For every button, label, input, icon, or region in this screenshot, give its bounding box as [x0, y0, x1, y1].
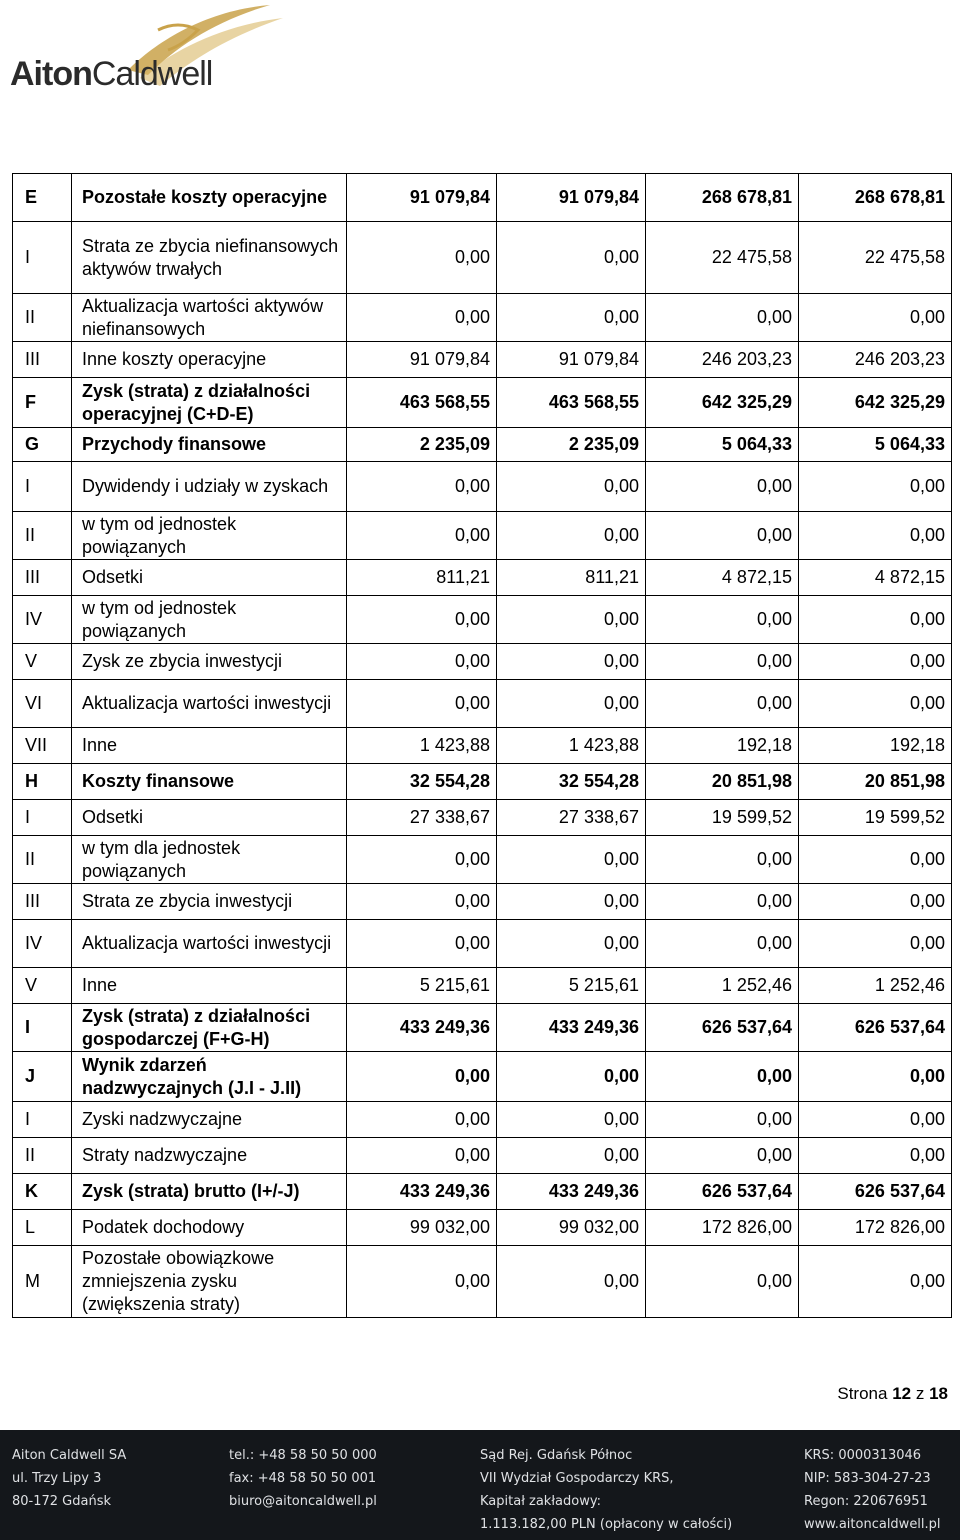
value-col-3: 268 678,81	[646, 174, 799, 222]
value-col-3: 172 826,00	[646, 1210, 799, 1246]
table-row	[13, 560, 952, 596]
value-col-4: 0,00	[799, 294, 952, 342]
value-col-3: 0,00	[646, 1246, 799, 1318]
value-col-2: 463 568,55	[497, 378, 646, 428]
value-col-3: 0,00	[646, 644, 799, 680]
table-row	[13, 884, 952, 920]
value-col-2: 0,00	[497, 836, 646, 884]
value-col-1: 0,00	[347, 1246, 497, 1318]
value-col-3: 246 203,23	[646, 342, 799, 378]
row-code: II	[13, 512, 72, 560]
row-code: I	[13, 222, 72, 294]
value-col-3: 22 475,58	[646, 222, 799, 294]
table-row	[13, 1138, 952, 1174]
value-col-1: 0,00	[347, 1138, 497, 1174]
row-code: II	[13, 1138, 72, 1174]
value-col-1: 0,00	[347, 836, 497, 884]
value-col-2: 1 423,88	[497, 728, 646, 764]
value-col-4: 0,00	[799, 680, 952, 728]
value-col-2: 0,00	[497, 644, 646, 680]
value-col-3: 20 851,98	[646, 764, 799, 800]
value-col-4: 0,00	[799, 884, 952, 920]
value-col-1: 99 032,00	[347, 1210, 497, 1246]
value-col-3: 192,18	[646, 728, 799, 764]
value-col-1: 0,00	[347, 884, 497, 920]
value-col-4: 0,00	[799, 512, 952, 560]
value-col-4: 19 599,52	[799, 800, 952, 836]
value-col-1: 0,00	[347, 222, 497, 294]
row-code: M	[13, 1246, 72, 1318]
value-col-1: 0,00	[347, 596, 497, 644]
table-row	[13, 1174, 952, 1210]
row-label: Koszty finansowe	[72, 764, 347, 800]
table-row	[13, 728, 952, 764]
value-col-2: 811,21	[497, 560, 646, 596]
row-code: V	[13, 968, 72, 1004]
value-col-3: 626 537,64	[646, 1004, 799, 1052]
row-code: V	[13, 644, 72, 680]
value-col-2: 0,00	[497, 512, 646, 560]
value-col-2: 0,00	[497, 680, 646, 728]
financial-table-body	[13, 174, 952, 1318]
value-col-1: 1 423,88	[347, 728, 497, 764]
row-code: III	[13, 342, 72, 378]
row-code: E	[13, 174, 72, 222]
value-col-1: 0,00	[347, 920, 497, 968]
value-col-4: 0,00	[799, 920, 952, 968]
value-col-1: 2 235,09	[347, 428, 497, 462]
row-label: Podatek dochodowy	[72, 1210, 347, 1246]
value-col-4: 0,00	[799, 462, 952, 512]
value-col-4: 172 826,00	[799, 1210, 952, 1246]
value-col-3: 5 064,33	[646, 428, 799, 462]
row-label: Pozostałe koszty operacyjne	[72, 174, 347, 222]
value-col-2: 0,00	[497, 884, 646, 920]
page-footer	[0, 1430, 960, 1540]
value-col-3: 0,00	[646, 884, 799, 920]
footer-website-link[interactable]: www.aitoncaldwell.pl	[804, 1517, 941, 1532]
value-col-1: 0,00	[347, 462, 497, 512]
value-col-1: 0,00	[347, 294, 497, 342]
value-col-2: 0,00	[497, 1052, 646, 1102]
row-code: VI	[13, 680, 72, 728]
table-row	[13, 222, 952, 294]
row-label: Zysk (strata) brutto (I+/-J)	[72, 1174, 347, 1210]
table-row	[13, 462, 952, 512]
value-col-1: 433 249,36	[347, 1004, 497, 1052]
row-code: I	[13, 1102, 72, 1138]
row-code: G	[13, 428, 72, 462]
value-col-2: 433 249,36	[497, 1174, 646, 1210]
table-row	[13, 512, 952, 560]
row-label: w tym od jednostek powiązanych	[72, 512, 347, 560]
value-col-4: 192,18	[799, 728, 952, 764]
row-code: I	[13, 1004, 72, 1052]
table-row	[13, 680, 952, 728]
row-code: H	[13, 764, 72, 800]
table-row	[13, 644, 952, 680]
row-label: Zysk ze zbycia inwestycji	[72, 644, 347, 680]
value-col-3: 0,00	[646, 596, 799, 644]
row-label: Pozostałe obowiązkowe zmniejszenia zysku (zwiększenia straty)	[72, 1246, 347, 1318]
table-row	[13, 378, 952, 428]
value-col-3: 0,00	[646, 680, 799, 728]
value-col-3: 4 872,15	[646, 560, 799, 596]
table-row	[13, 174, 952, 222]
row-code: F	[13, 378, 72, 428]
value-col-1: 32 554,28	[347, 764, 497, 800]
footer-email-link[interactable]: biuro@aitoncaldwell.pl	[229, 1494, 377, 1509]
row-label: Straty nadzwyczajne	[72, 1138, 347, 1174]
value-col-4: 246 203,23	[799, 342, 952, 378]
table-row	[13, 428, 952, 462]
value-col-3: 0,00	[646, 512, 799, 560]
value-col-1: 811,21	[347, 560, 497, 596]
row-label: Aktualizacja wartości inwestycji	[72, 920, 347, 968]
footer-ids-info: KRS: 0000313046 NIP: 583-304-27-23 Regon: 220676951 www.aitoncaldwell.pl	[804, 1444, 941, 1536]
value-col-1: 0,00	[347, 680, 497, 728]
row-label: w tym dla jednostek powiązanych	[72, 836, 347, 884]
logo-wordmark: AitonCaldwell	[10, 55, 213, 93]
footer-company-info: Aiton Caldwell SA ul. Trzy Lipy 3 80-172 Gdańsk	[12, 1448, 127, 1509]
row-label: Inne koszty operacyjne	[72, 342, 347, 378]
value-col-2: 0,00	[497, 462, 646, 512]
financial-table	[12, 173, 952, 1318]
value-col-2: 0,00	[497, 222, 646, 294]
value-col-3: 0,00	[646, 1102, 799, 1138]
row-code: I	[13, 800, 72, 836]
value-col-4: 1 252,46	[799, 968, 952, 1004]
row-label: Strata ze zbycia inwestycji	[72, 884, 347, 920]
row-code: III	[13, 560, 72, 596]
value-col-2: 5 215,61	[497, 968, 646, 1004]
row-code: J	[13, 1052, 72, 1102]
row-code: VII	[13, 728, 72, 764]
table-row	[13, 764, 952, 800]
value-col-2: 0,00	[497, 294, 646, 342]
value-col-1: 0,00	[347, 644, 497, 680]
value-col-3: 0,00	[646, 1052, 799, 1102]
table-row	[13, 294, 952, 342]
value-col-2: 0,00	[497, 1102, 646, 1138]
value-col-4: 20 851,98	[799, 764, 952, 800]
value-col-4: 0,00	[799, 1138, 952, 1174]
value-col-4: 22 475,58	[799, 222, 952, 294]
value-col-3: 0,00	[646, 294, 799, 342]
table-row	[13, 1210, 952, 1246]
value-col-1: 91 079,84	[347, 174, 497, 222]
value-col-3: 0,00	[646, 1138, 799, 1174]
value-col-3: 642 325,29	[646, 378, 799, 428]
row-label: Dywidendy i udziały w zyskach	[72, 462, 347, 512]
value-col-4: 0,00	[799, 596, 952, 644]
value-col-2: 433 249,36	[497, 1004, 646, 1052]
value-col-1: 433 249,36	[347, 1174, 497, 1210]
table-row	[13, 920, 952, 968]
table-row	[13, 596, 952, 644]
value-col-4: 0,00	[799, 1052, 952, 1102]
value-col-1: 463 568,55	[347, 378, 497, 428]
row-label: w tym od jednostek powiązanych	[72, 596, 347, 644]
row-code: III	[13, 884, 72, 920]
footer-contact-info: tel.: +48 58 50 50 000 fax: +48 58 50 50 001 biuro@aitoncaldwell.pl	[229, 1444, 377, 1513]
table-row	[13, 968, 952, 1004]
value-col-3: 19 599,52	[646, 800, 799, 836]
table-row	[13, 1246, 952, 1318]
row-label: Strata ze zbycia niefinansowych aktywów trwałych	[72, 222, 347, 294]
row-label: Odsetki	[72, 560, 347, 596]
value-col-4: 0,00	[799, 836, 952, 884]
value-col-2: 91 079,84	[497, 342, 646, 378]
value-col-2: 99 032,00	[497, 1210, 646, 1246]
value-col-1: 0,00	[347, 512, 497, 560]
row-code: L	[13, 1210, 72, 1246]
row-code: II	[13, 836, 72, 884]
value-col-2: 91 079,84	[497, 174, 646, 222]
value-col-3: 1 252,46	[646, 968, 799, 1004]
value-col-2: 2 235,09	[497, 428, 646, 462]
value-col-3: 0,00	[646, 836, 799, 884]
value-col-3: 626 537,64	[646, 1174, 799, 1210]
value-col-1: 5 215,61	[347, 968, 497, 1004]
value-col-3: 0,00	[646, 462, 799, 512]
value-col-4: 0,00	[799, 644, 952, 680]
row-code: K	[13, 1174, 72, 1210]
table-row	[13, 1004, 952, 1052]
value-col-4: 268 678,81	[799, 174, 952, 222]
row-label: Wynik zdarzeń nadzwyczajnych (J.I - J.II)	[72, 1052, 347, 1102]
value-col-2: 0,00	[497, 920, 646, 968]
row-label: Odsetki	[72, 800, 347, 836]
value-col-2: 32 554,28	[497, 764, 646, 800]
company-logo	[8, 0, 308, 100]
value-col-1: 0,00	[347, 1052, 497, 1102]
row-label: Zysk (strata) z działalności gospodarczej (F+G-H)	[72, 1004, 347, 1052]
row-label: Przychody finansowe	[72, 428, 347, 462]
table-row	[13, 1052, 952, 1102]
value-col-4: 4 872,15	[799, 560, 952, 596]
table-row	[13, 342, 952, 378]
value-col-1: 91 079,84	[347, 342, 497, 378]
value-col-2: 0,00	[497, 1246, 646, 1318]
page-number: Strona 12 z 18	[837, 1384, 948, 1403]
table-row	[13, 800, 952, 836]
value-col-2: 0,00	[497, 596, 646, 644]
value-col-1: 27 338,67	[347, 800, 497, 836]
row-code: II	[13, 294, 72, 342]
row-label: Inne	[72, 728, 347, 764]
row-label: Inne	[72, 968, 347, 1004]
value-col-1: 0,00	[347, 1102, 497, 1138]
value-col-4: 0,00	[799, 1102, 952, 1138]
row-code: IV	[13, 596, 72, 644]
value-col-3: 0,00	[646, 920, 799, 968]
value-col-4: 626 537,64	[799, 1004, 952, 1052]
table-row	[13, 836, 952, 884]
row-code: I	[13, 462, 72, 512]
value-col-4: 642 325,29	[799, 378, 952, 428]
footer-registry-info: Sąd Rej. Gdańsk Północ VII Wydział Gospodarczy KRS, Kapitał zakładowy: 1.113.182,00 PLN (opłacony w całości)	[480, 1448, 733, 1532]
row-label: Aktualizacja wartości aktywów niefinansowych	[72, 294, 347, 342]
value-col-4: 5 064,33	[799, 428, 952, 462]
row-code: IV	[13, 920, 72, 968]
row-label: Zysk (strata) z działalności operacyjnej (C+D-E)	[72, 378, 347, 428]
row-label: Aktualizacja wartości inwestycji	[72, 680, 347, 728]
value-col-2: 0,00	[497, 1138, 646, 1174]
value-col-4: 0,00	[799, 1246, 952, 1318]
row-label: Zyski nadzwyczajne	[72, 1102, 347, 1138]
value-col-2: 27 338,67	[497, 800, 646, 836]
value-col-4: 626 537,64	[799, 1174, 952, 1210]
table-row	[13, 1102, 952, 1138]
